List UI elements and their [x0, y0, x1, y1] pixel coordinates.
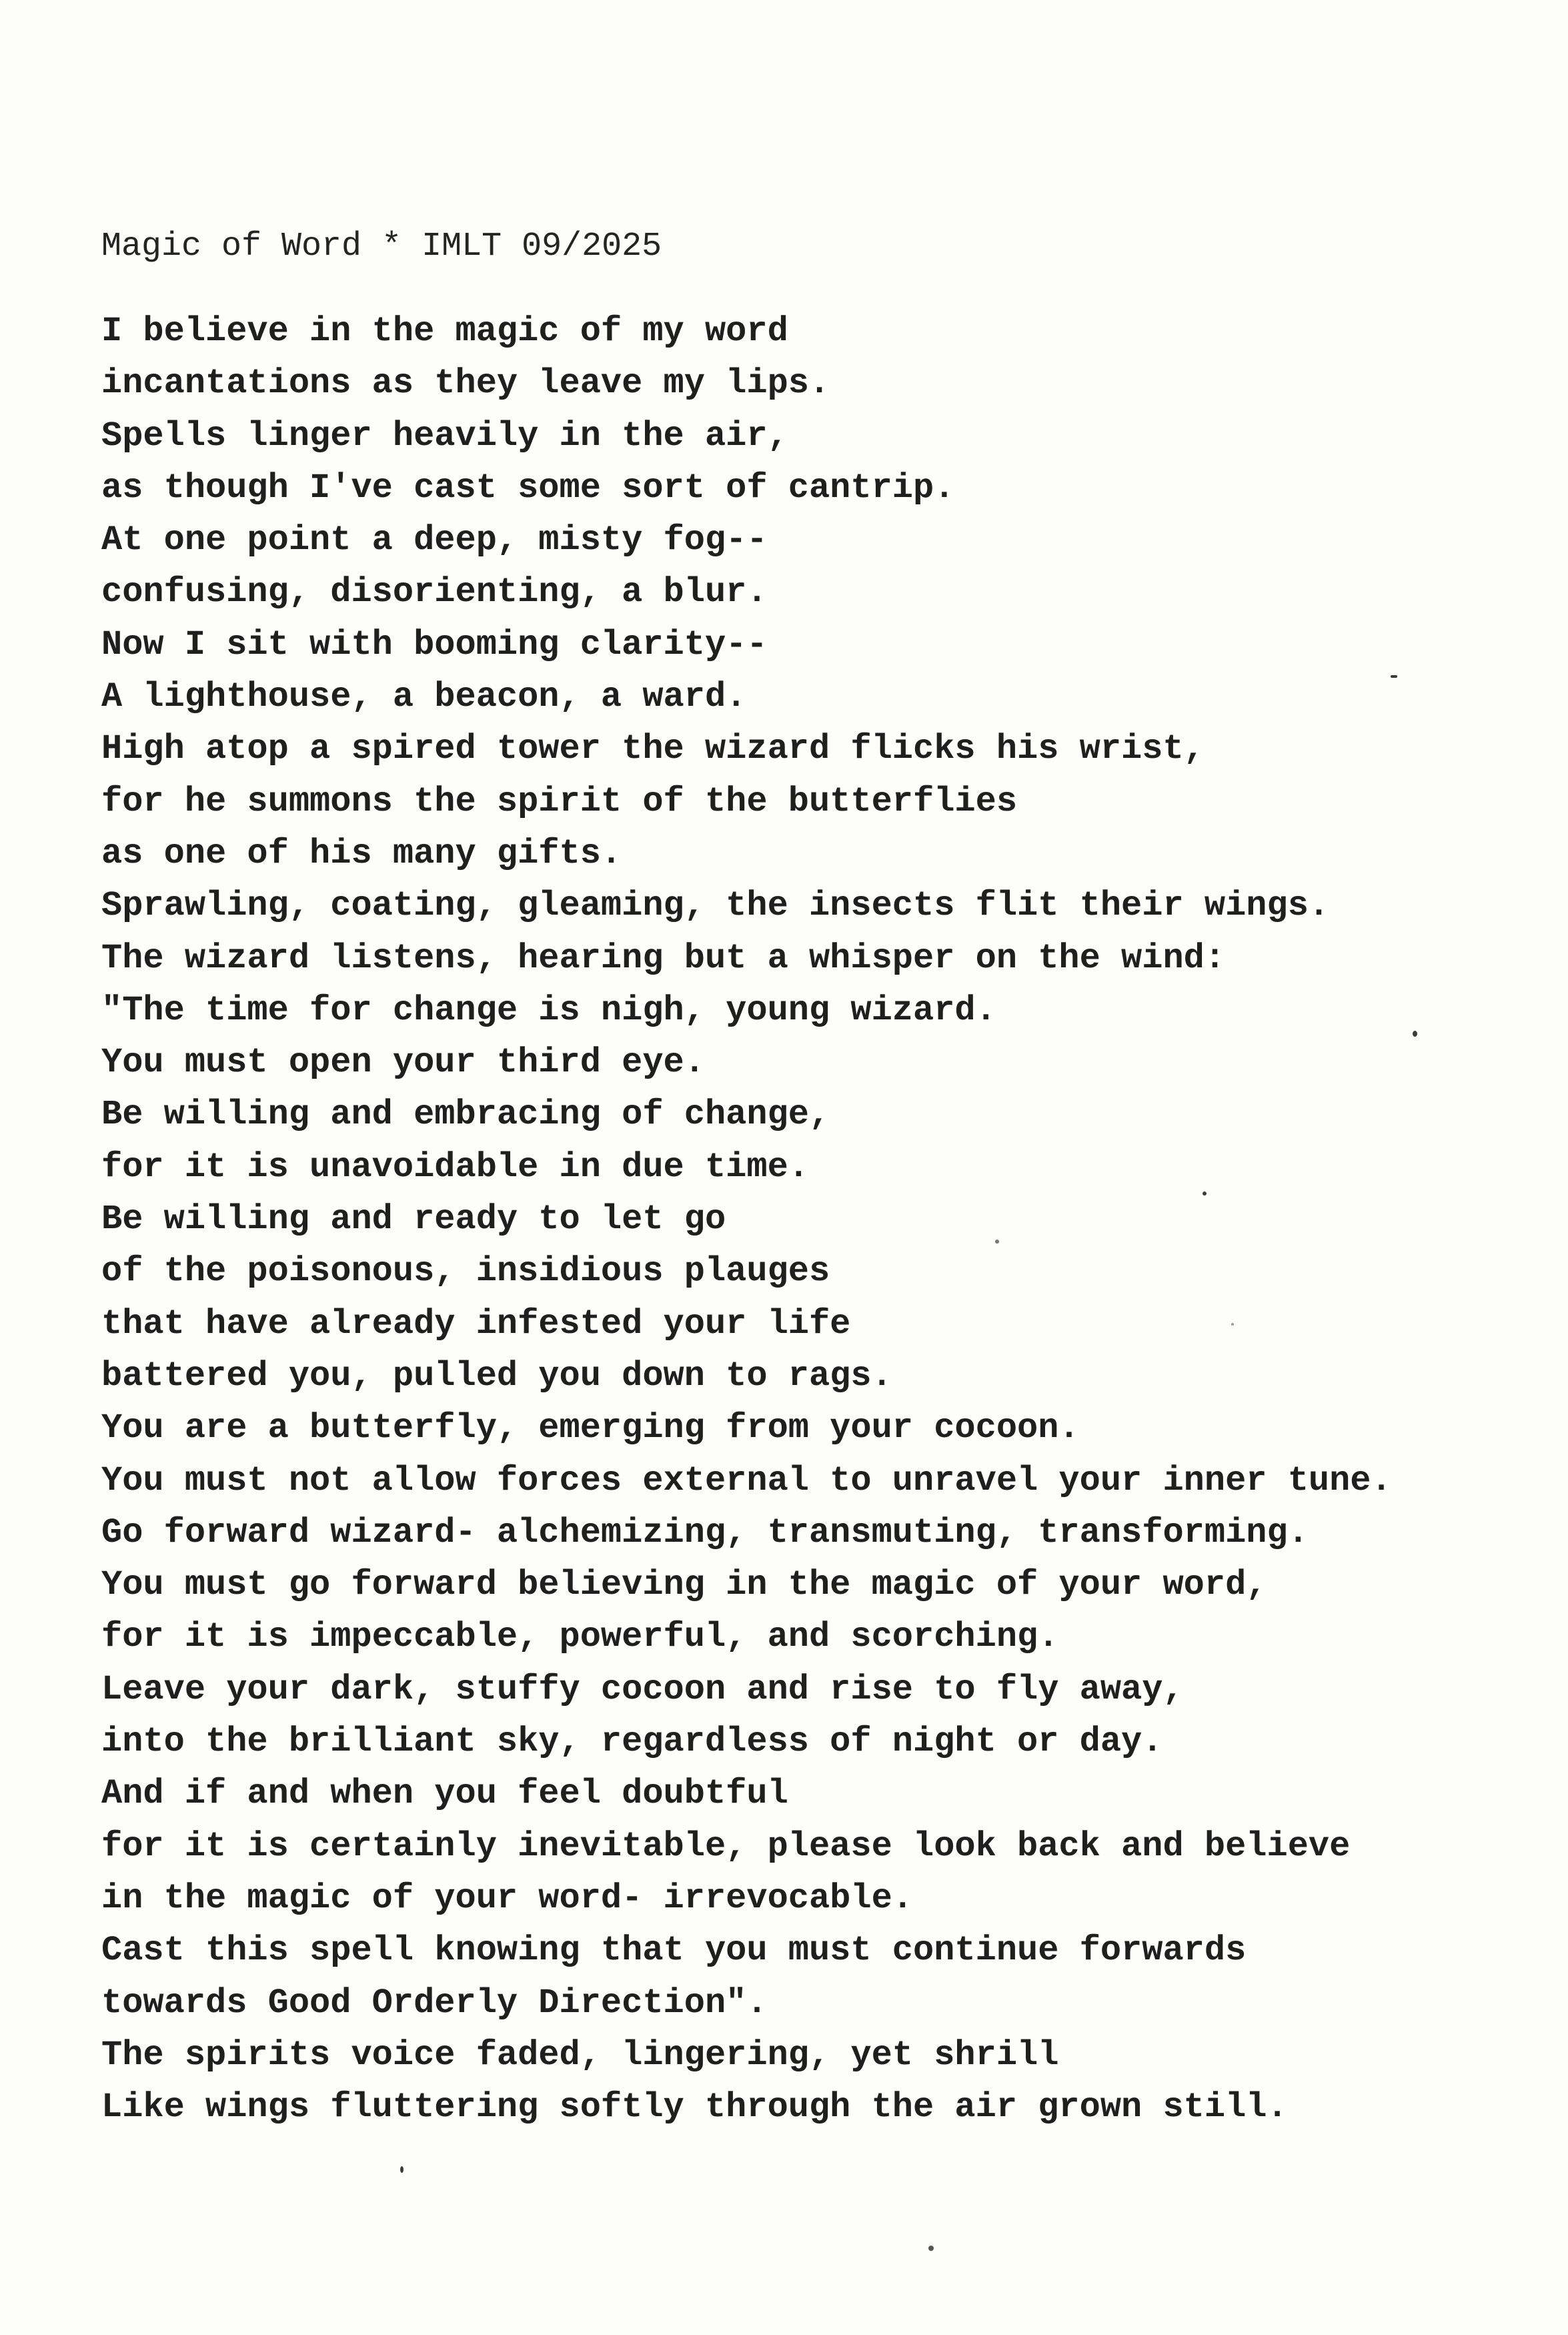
poem-line: towards Good Orderly Direction".: [101, 1983, 768, 2023]
poem-line: Spells linger heavily in the air,: [101, 416, 788, 456]
poem-line: "The time for change is nigh, young wizard.: [101, 990, 996, 1030]
poem-line: Go forward wizard- alchemizing, transmuting, transforming.: [101, 1512, 1309, 1552]
poem-line: as though I've cast some sort of cantrip.: [101, 468, 955, 508]
poem-line: You are a butterfly, emerging from your cocoon.: [101, 1408, 1080, 1448]
poem-line: Leave your dark, stuffy cocoon and rise to fly away,: [101, 1669, 1184, 1709]
poem-title: Magic of Word * IMLT 09/2025: [101, 227, 662, 266]
poem-line: You must open your third eye.: [101, 1043, 705, 1083]
poem-line: Now I sit with booming clarity--: [101, 624, 768, 664]
poem-line: Be willing and ready to let go: [101, 1200, 726, 1240]
scan-speck: [1413, 1031, 1417, 1037]
poem-line: At one point a deep, misty fog--: [101, 520, 768, 560]
scan-speck: [995, 1240, 999, 1244]
scan-speck: [1391, 675, 1397, 678]
scan-speck: [1231, 1323, 1234, 1326]
poem-line: for it is impeccable, powerful, and scorching.: [101, 1617, 1059, 1657]
poem-line: for it is certainly inevitable, please look back and believe: [101, 1826, 1351, 1866]
poem-line: The wizard listens, hearing but a whisper on the wind:: [101, 938, 1226, 978]
poem-line: in the magic of your word- irrevocable.: [101, 1878, 913, 1918]
poem-line: as one of his many gifts.: [101, 833, 622, 873]
poem-line: High atop a spired tower the wizard flicks his wrist,: [101, 729, 1205, 769]
poem-line: into the brilliant sky, regardless of night or day.: [101, 1722, 1163, 1762]
poem-line: incantations as they leave my lips.: [101, 364, 830, 404]
poem-line: Sprawling, coating, gleaming, the insects flit their wings.: [101, 886, 1330, 926]
poem-line: You must not allow forces external to unravel your inner tune.: [101, 1460, 1392, 1500]
poem-line: battered you, pulled you down to rags.: [101, 1356, 892, 1396]
poem-line: confusing, disorienting, a blur.: [101, 572, 768, 612]
poem-line: for it is unavoidable in due time.: [101, 1147, 809, 1187]
scan-speck: [928, 2246, 934, 2251]
scan-speck: [1203, 1192, 1207, 1196]
poem-line: Like wings fluttering softly through the air grown still.: [101, 2087, 1288, 2128]
poem-line: I believe in the magic of my word: [101, 312, 788, 351]
poem-line: for he summons the spirit of the butterflies: [101, 781, 1018, 821]
poem-line: You must go forward believing in the magic of your word,: [101, 1565, 1267, 1605]
poem-line: Cast this spell knowing that you must continue forwards: [101, 1931, 1247, 1971]
poem-line: Be willing and embracing of change,: [101, 1095, 830, 1135]
scan-speck: [400, 2166, 404, 2173]
poem-line: that have already infested your life: [101, 1304, 851, 1344]
poem-line: of the poisonous, insidious plauges: [101, 1252, 830, 1292]
poem-line: And if and when you feel doubtful: [101, 1774, 788, 1814]
poem-line: A lighthouse, a beacon, a ward.: [101, 677, 747, 717]
poem-line: The spirits voice faded, lingering, yet shrill: [101, 2035, 1059, 2075]
poem: [101, 220, 1529, 2134]
